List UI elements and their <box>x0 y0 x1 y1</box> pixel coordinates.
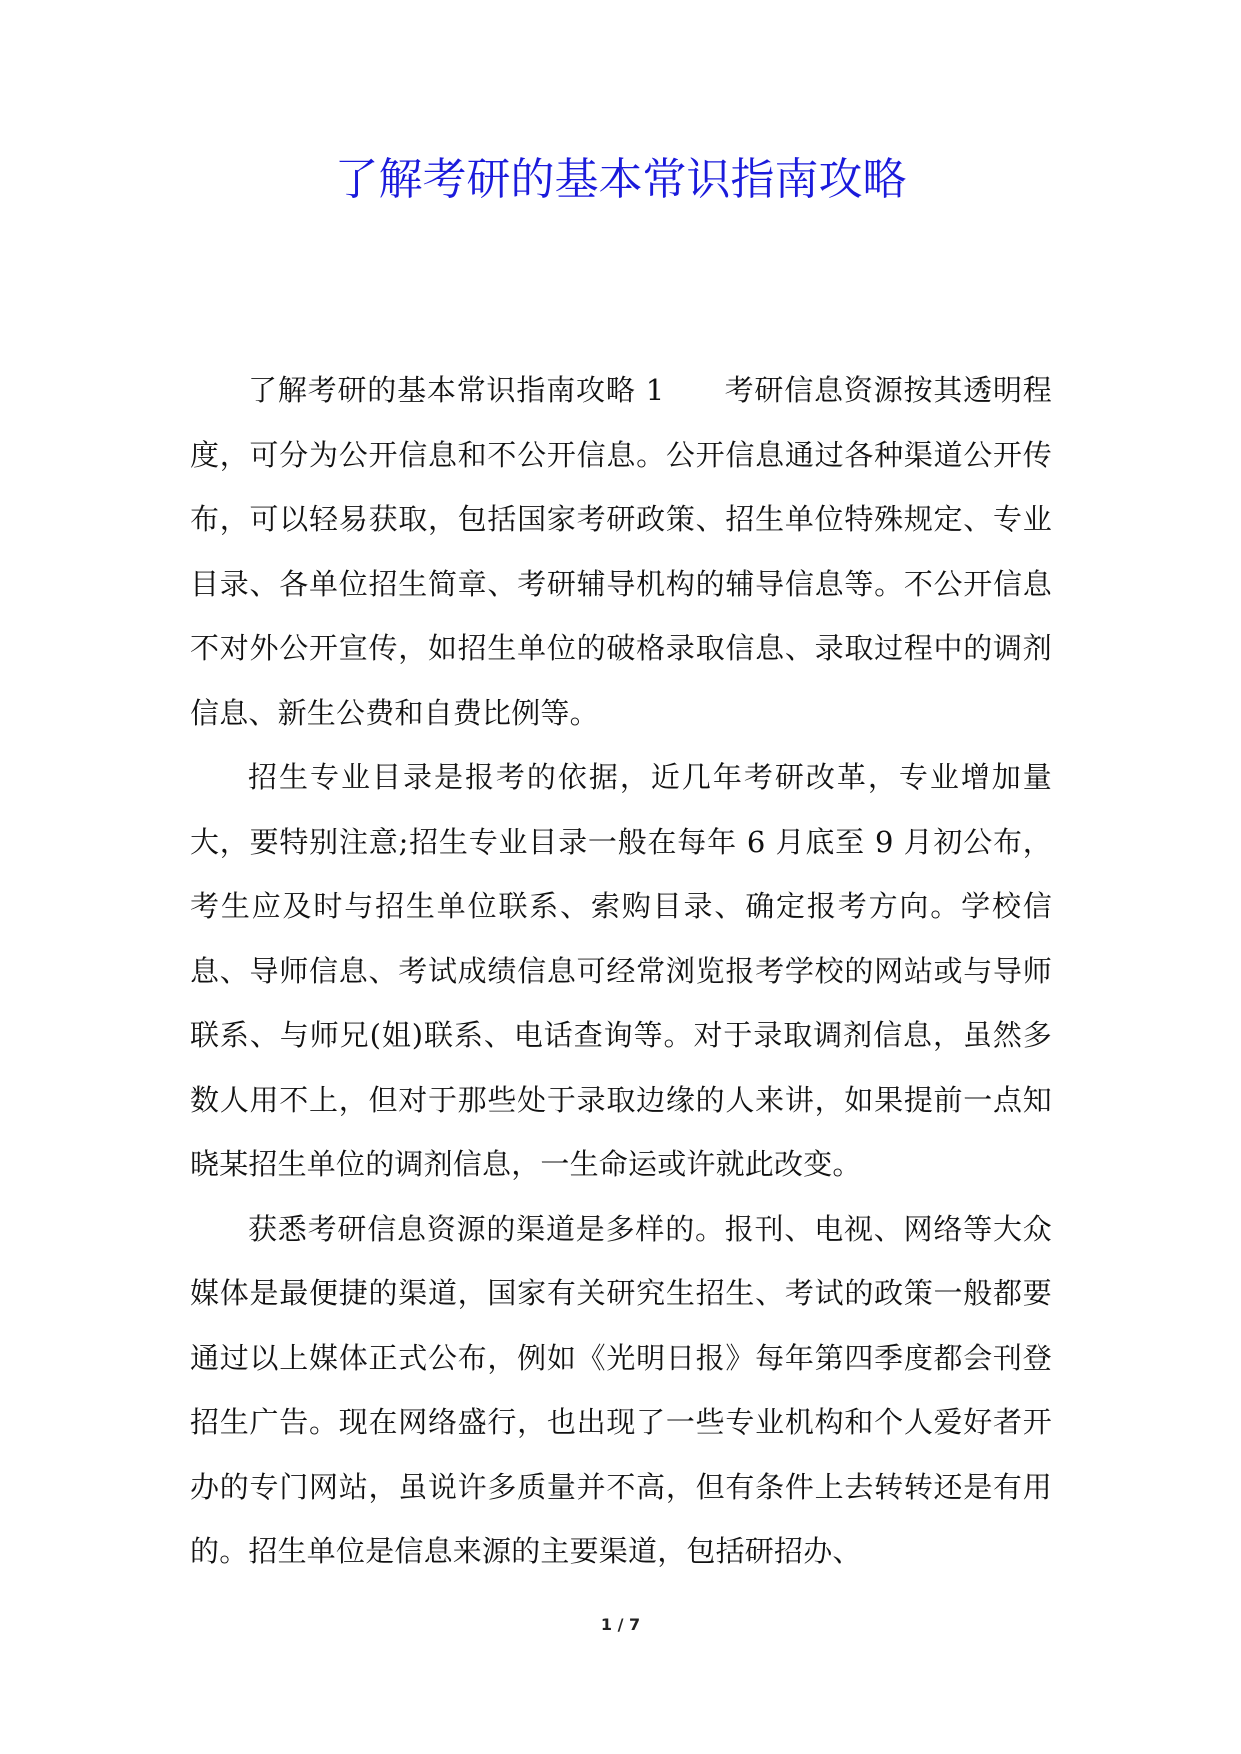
paragraph-3: 获悉考研信息资源的渠道是多样的。报刊、电视、网络等大众媒体是最便捷的渠道，国家有关研究生招生、考试的政策一般都要通过以上媒体正式公布，例如《光明日报》每年第四季度都会刊登招生广告。现在网络盛行，也出现了一些专业机构和个人爱好者开办的专门网站，虽说许多质量并不高，但有条件上去转转还是有用的。招生单位是信息来源的主要渠道，包括研招办、 <box>190 1211 1052 1568</box>
document-body <box>190 358 1052 1584</box>
page-number: 1 / 7 <box>600 1615 641 1634</box>
paragraph-2: 招生专业目录是报考的依据，近几年考研改革，专业增加量大，要特别注意;招生专业目录一般在每年 6 月底至 9 月初公布，考生应及时与招生单位联系、索购目录、确定报考方向。学校信息、导师信息、考试成绩信息可经常浏览报考学校的网站或与导师联系、与师兄(姐)联系、电话查询等。对于录取调剂信息，虽然多数人用不上，但对于那些处于录取边缘的人来讲，如果提前一点知晓某招生单位的调剂信息，一生命运或许就此改变。 <box>190 760 1052 1181</box>
document-title: 了解考研的基本常识指南攻略 <box>334 154 907 205</box>
paragraph-1: 了解考研的基本常识指南攻略 1 考研信息资源按其透明程度，可分为公开信息和不公开信息。公开信息通过各种渠道公开传布，可以轻易获取，包括国家考研政策、招生单位特殊规定、专业目录、各单位招生简章、考研辅导机构的辅导信息等。不公开信息不对外公开宣传，如招生单位的破格录取信息、录取过程中的调剂信息、新生公费和自费比例等。 <box>190 373 1052 730</box>
